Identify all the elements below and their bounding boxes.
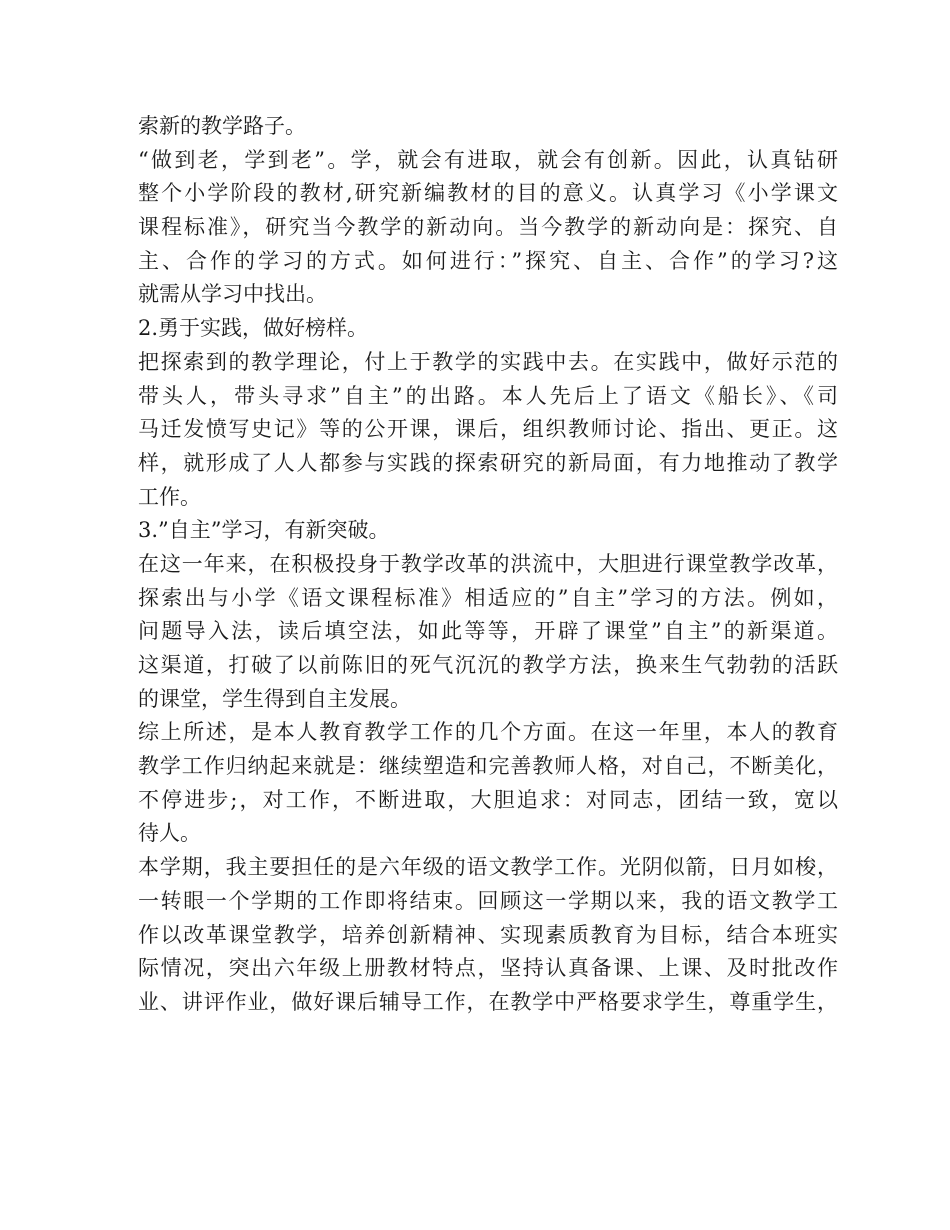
text-line: 业、讲评作业，做好课后辅导工作，在教学中严格要求学生，尊重学生， [138, 989, 838, 1014]
text-line: 在这一年来，在积极投身于教学改革的洪流中，大胆进行课堂教学改革， [138, 551, 838, 576]
text-line: 整个小学阶段的教材,研究新编教材的目的意义。认真学习《小学课文 [138, 181, 838, 206]
text-line: 不停进步;，对工作，不断进取，大胆追求：对同志，团结一致，宽以 [138, 787, 838, 812]
text-line: 综上所述，是本人教育教学工作的几个方面。在这一年里，本人的教育 [138, 720, 838, 745]
text-line: 就需从学习中找出。 [138, 282, 327, 307]
text-line: 问题导入法，读后填空法，如此等等，开辟了课堂”自主”的新渠道。 [138, 619, 838, 644]
text-line: 2.勇于实践，做好榜样。 [138, 316, 369, 341]
text-line: 作以改革课堂教学，培养创新精神、实现素质教育为目标，结合本班实 [138, 922, 838, 947]
text-line: 工作。 [138, 484, 201, 509]
text-line: 主、合作的学习的方式。如何进行：”探究、自主、合作”的学习?这 [138, 248, 838, 273]
text-line: 探索出与小学《语文课程标准》相适应的”自主”学习的方法。例如， [138, 585, 838, 610]
text-line: 教学工作归纳起来就是：继续塑造和完善教师人格，对自己，不断美化， [138, 754, 838, 779]
text-line: 样，就形成了人人都参与实践的探索研究的新局面，有力地推动了教学 [138, 450, 838, 475]
text-line: 马迁发愤写史记》等的公开课，课后，组织教师讨论、指出、更正。这 [138, 417, 838, 442]
text-line: 索新的教学路子。 [138, 114, 306, 138]
text-line: 3.”自主”学习，有新突破。 [138, 518, 390, 543]
text-line: 一转眼一个学期的工作即将结束。回顾这一学期以来，我的语文教学工 [138, 888, 838, 913]
text-line: 课程标准》，研究当今教学的新动向。当今教学的新动向是：探究、自 [138, 215, 838, 240]
text-line: 带头人，带头寻求”自主”的出路。本人先后上了语文《船长》、《司 [138, 383, 838, 408]
text-line: 把探索到的教学理论，付上于教学的实践中去。在实践中，做好示范的 [138, 349, 838, 374]
text-line: 的课堂，学生得到自主发展。 [138, 686, 411, 711]
text-line: 待人。 [138, 821, 201, 846]
body-text [138, 110, 838, 1020]
text-line: “做到老，学到老”。学，就会有进取，就会有创新。因此，认真钻研 [138, 147, 838, 172]
text-line: 际情况，突出六年级上册教材特点，坚持认真备课、上课、及时批改作 [138, 956, 838, 981]
text-line: 本学期，我主要担任的是六年级的语文教学工作。光阴似箭，日月如梭， [138, 855, 838, 880]
text-line: 这渠道，打破了以前陈旧的死气沉沉的教学方法，换来生气勃勃的活跃 [138, 653, 838, 677]
